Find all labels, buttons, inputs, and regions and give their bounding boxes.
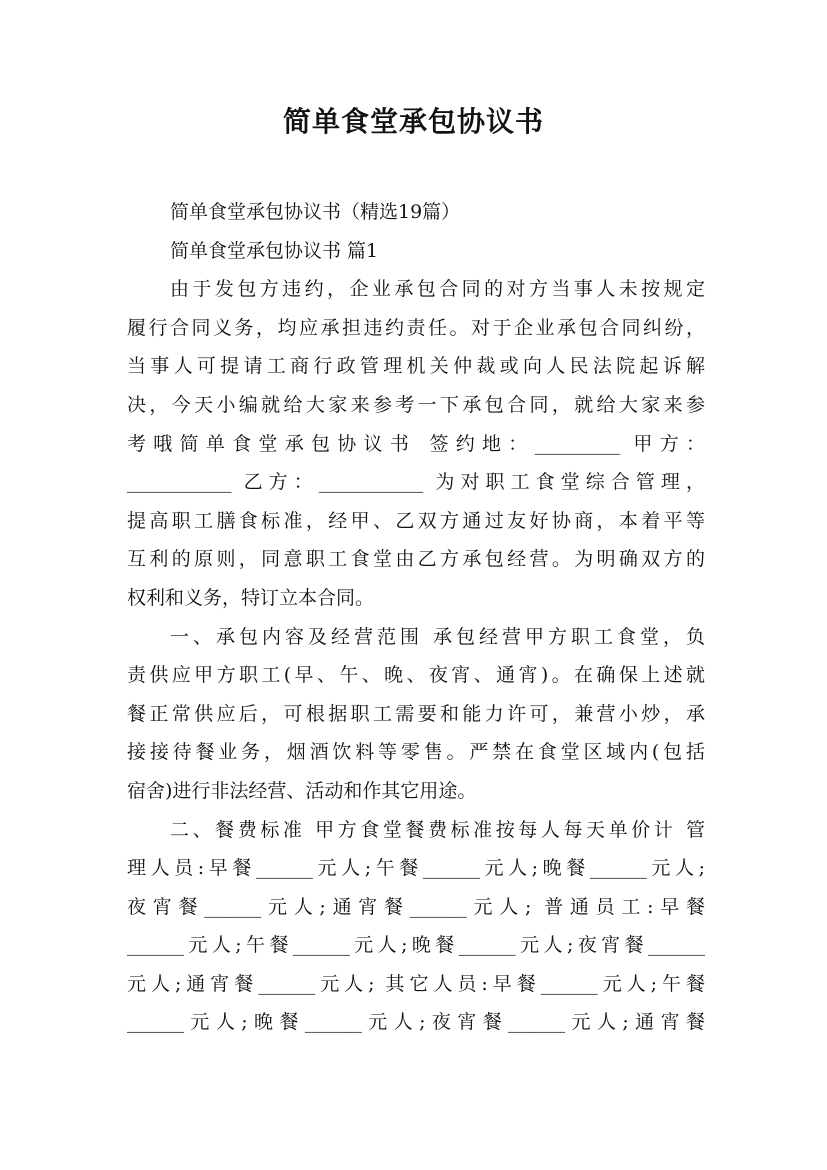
text-line: 餐正常供应后，可根据职工需要和能力许可，兼营小炒，承: [127, 702, 705, 725]
document-body: [127, 193, 705, 1042]
text-line: ______元人;午餐______元人;晚餐______元人;夜宵餐______: [127, 934, 705, 957]
text-line: 互利的原则，同意职工食堂由乙方承包经营。为明确双方的: [127, 548, 705, 571]
text-line: 元人;通宵餐______元人; 其它人员:早餐______元人;午餐: [127, 972, 705, 995]
text-line: 二、餐费标准 甲方食堂餐费标准按每人每天单价计 管: [170, 818, 705, 841]
text-line: 理人员:早餐______元人;午餐______元人;晚餐______元人;: [127, 857, 705, 880]
text-line: 简单食堂承包协议书 篇1: [170, 239, 379, 262]
text-line: 简单食堂承包协议书（精选19篇）: [170, 201, 461, 223]
text-line: 当事人可提请工商行政管理机关仲裁或向人民法院起诉解: [127, 355, 705, 378]
text-line: 责供应甲方职工(早、午、晚、夜宵、通宵)。在确保上述就: [127, 664, 705, 687]
text-line: 由于发包方违约，企业承包合同的对方当事人未按规定: [170, 278, 705, 301]
document-title: 简单食堂承包协议书: [282, 105, 544, 138]
text-line: 提高职工膳食标准，经甲、乙双方通过友好协商，本着平等: [127, 509, 705, 532]
text-line: ___________ 乙方：___________ 为对职工食堂综合管理，: [127, 471, 705, 494]
text-line: 一、承包内容及经营范围 承包经营甲方职工食堂，负: [170, 625, 705, 648]
text-line: 接接待餐业务，烟酒饮料等零售。严禁在食堂区域内(包括: [127, 741, 705, 764]
text-line: 夜宵餐______元人;通宵餐______元人; 普通员工:早餐: [127, 895, 705, 918]
text-line: 宿舍)进行非法经营、活动和作其它用途。: [127, 779, 477, 802]
text-line: 考哦简单食堂承包协议书 签约地：_________ 甲方：: [127, 432, 705, 455]
text-line: 决，今天小编就给大家来参考一下承包合同，就给大家来参: [127, 393, 705, 416]
text-line: 权利和义务，特订立本合同。: [127, 586, 375, 609]
text-line: 履行合同义务，均应承担违约责任。对于企业承包合同纠纷，: [127, 316, 705, 339]
text-line: ______元人;晚餐______元人;夜宵餐______元人;通宵餐: [127, 1011, 705, 1034]
